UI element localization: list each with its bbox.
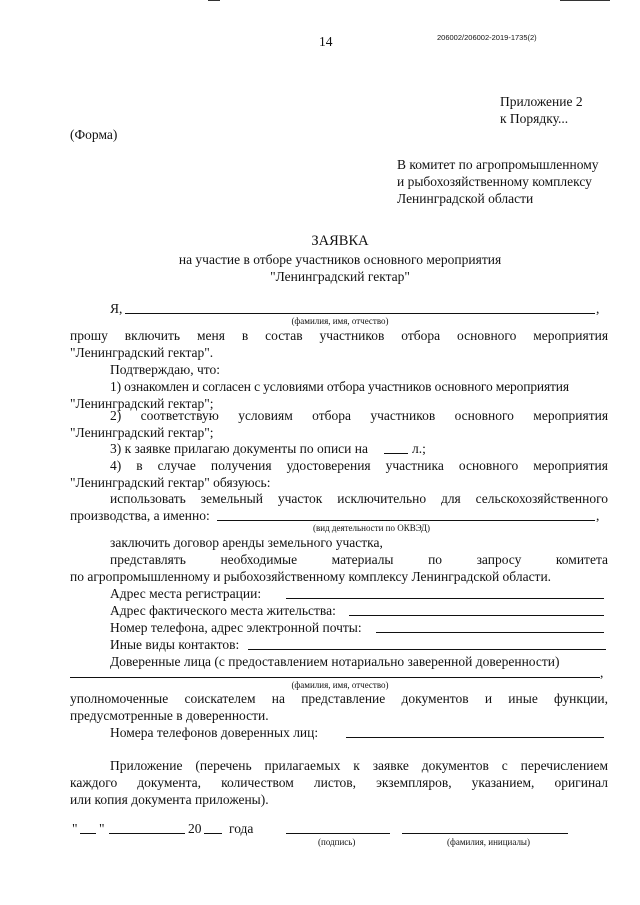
trusted-persons-label: Доверенные лица (с предоставлением нотариально заверенной доверенности) bbox=[110, 654, 560, 669]
top-edge-mark bbox=[560, 0, 610, 1]
item-4-line-1: 4) в случае получения удостоверения участника основного мероприятия bbox=[110, 458, 608, 473]
land-use-line-2: производства, а именно: bbox=[70, 508, 210, 523]
request-line-1: прошу включить меня в состав участников отбора основного мероприятия bbox=[70, 328, 609, 343]
trusted-phones-field[interactable] bbox=[346, 737, 604, 738]
lease-line: заключить договор аренды земельного участка, bbox=[110, 535, 383, 550]
provide-line-2: по агропромышленному и рыбохозяйственному комплексу Ленинградской области. bbox=[70, 569, 552, 584]
appendix-line-1: Приложение 2 bbox=[500, 94, 583, 109]
date-month-field[interactable] bbox=[109, 833, 185, 834]
attachment-line-1: Приложение (перечень прилагаемых к заявке документов с перечислением bbox=[110, 758, 608, 773]
attachment-line-3: или копия документа приложены). bbox=[70, 792, 269, 807]
item-3-text: 3) к заявке прилагаю документы по описи на bbox=[110, 441, 368, 456]
trusted-comma: , bbox=[600, 665, 604, 680]
date-year-word: года bbox=[229, 821, 254, 836]
item-2-line-2: "Ленинградский гектар"; bbox=[70, 425, 214, 440]
date-year-field[interactable] bbox=[204, 833, 222, 834]
applicant-prefix: Я, bbox=[110, 301, 123, 316]
form-label: (Форма) bbox=[70, 127, 118, 142]
addressee-line-1: В комитет по агропромышленному bbox=[397, 157, 599, 172]
document-subtitle-2: "Ленинградский гектар" bbox=[270, 269, 410, 284]
trusted-persons-field[interactable] bbox=[70, 677, 600, 678]
provide-line-1: представлять необходимые материалы по запросу комитета bbox=[110, 552, 609, 567]
land-use-line-1: использовать земельный участок исключительно для сельскохозяйственного bbox=[110, 491, 609, 506]
other-contacts-field[interactable] bbox=[248, 649, 606, 650]
caption-signature: (подпись) bbox=[318, 837, 356, 847]
caption-fio-2: (фамилия, имя, отчество) bbox=[291, 680, 389, 690]
item-3-pages-field[interactable] bbox=[384, 453, 408, 454]
document-subtitle-1: на участие в отборе участников основного мероприятия bbox=[178, 252, 502, 267]
confirm-heading: Подтверждаю, что: bbox=[110, 362, 220, 377]
appendix-line-2: к Порядку... bbox=[500, 111, 569, 126]
item-1-line-1: 1) ознакомлен и согласен с условиями отбора участников основного мероприятия bbox=[110, 379, 569, 394]
document-title: ЗАЯВКА bbox=[311, 233, 369, 249]
document-id: 206002/206002-2019-1735(2) bbox=[437, 33, 537, 42]
caption-okved: (вид деятельности по ОКВЭД) bbox=[313, 523, 431, 533]
actual-address-field[interactable] bbox=[349, 615, 604, 616]
signature-field[interactable] bbox=[286, 833, 390, 834]
attachment-line-2: каждого документа, количеством листов, экземпляров, указанием, оригинал bbox=[70, 775, 609, 790]
other-contacts-label: Иные виды контактов: bbox=[110, 637, 240, 652]
authorized-line-2: предусмотренные в доверенности. bbox=[70, 708, 269, 723]
item-1-line-2: "Ленинградский гектар"; bbox=[70, 396, 214, 411]
addressee-line-2: и рыбохозяйственному комплексу bbox=[397, 174, 592, 189]
addressee-line-3: Ленинградской области bbox=[397, 191, 534, 206]
top-edge-mark bbox=[208, 0, 220, 1]
applicant-name-field[interactable] bbox=[125, 313, 595, 314]
date-quote-close: " bbox=[99, 821, 105, 836]
authorized-line-1: уполномоченные соискателем на представление документов и иные функции, bbox=[70, 691, 609, 706]
caption-name-initials: (фамилия, инициалы) bbox=[447, 837, 530, 847]
caption-fio: (фамилия, имя, отчество) bbox=[291, 316, 389, 326]
activity-type-field[interactable] bbox=[217, 520, 595, 521]
date-day-field[interactable] bbox=[80, 833, 96, 834]
item-4-line-2: "Ленинградский гектар" обязуюсь: bbox=[70, 475, 271, 490]
registration-address-label: Адрес места регистрации: bbox=[110, 586, 262, 601]
date-quote-open: " bbox=[72, 821, 78, 836]
trusted-phones-label: Номера телефонов доверенных лиц: bbox=[110, 725, 319, 740]
phone-email-label: Номер телефона, адрес электронной почты: bbox=[110, 620, 362, 635]
applicant-comma: , bbox=[596, 301, 600, 316]
activity-comma: , bbox=[596, 508, 600, 523]
request-line-2: "Ленинградский гектар". bbox=[70, 345, 214, 360]
phone-email-field[interactable] bbox=[376, 632, 604, 633]
item-2-line-1: 2) соответствую условиям отбора участников основного мероприятия bbox=[110, 408, 609, 423]
name-initials-field[interactable] bbox=[402, 833, 568, 834]
item-3-suffix: л.; bbox=[412, 441, 426, 456]
page-number: 14 bbox=[319, 34, 333, 49]
date-year-prefix: 20 bbox=[188, 821, 202, 836]
registration-address-field[interactable] bbox=[286, 598, 604, 599]
actual-address-label: Адрес фактического места жительства: bbox=[110, 603, 336, 618]
